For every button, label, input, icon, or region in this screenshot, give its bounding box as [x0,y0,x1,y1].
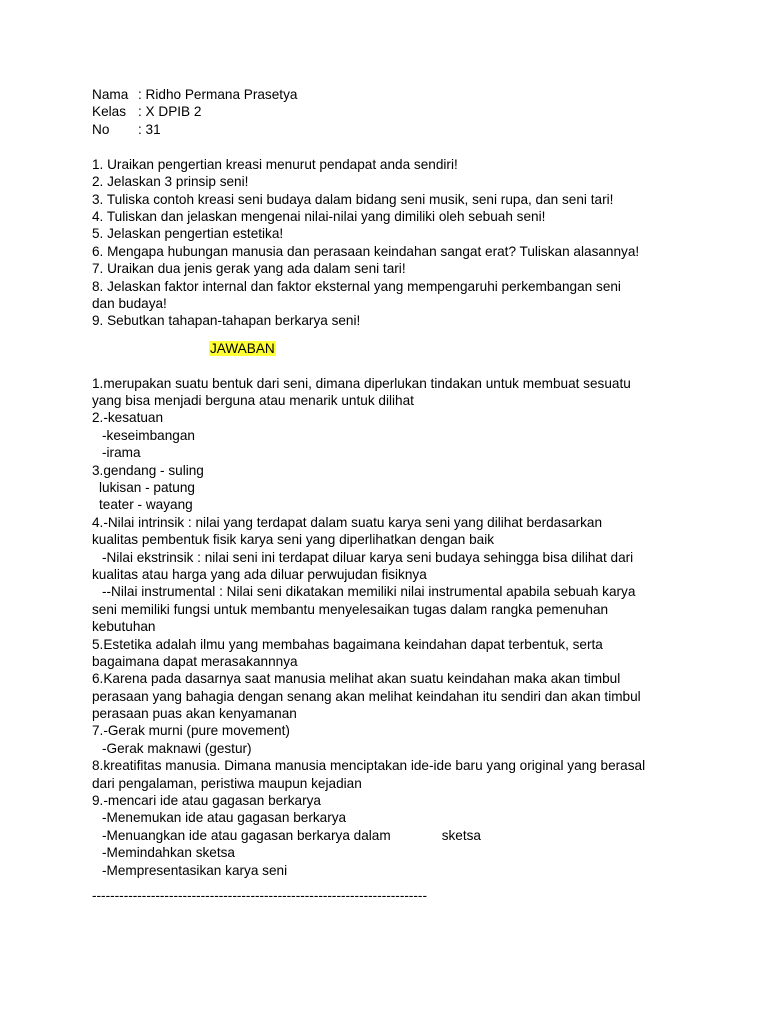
answer-4-line-3: -Nilai ekstrinsik : nilai seni ini terdapat diluar karya seni budaya sehingga bisa dilihat dari [102,549,634,565]
answer-6-line-2: perasaan yang bahagia dengan senang akan melihat keindahan itu sendiri dan akan timbul [92,688,641,704]
question-4: 4. Tuliskan dan jelaskan mengenai nilai-nilai yang dimiliki oleh sebuah seni! [92,208,546,224]
answers-list [92,375,712,879]
answer-2-line-2: -keseimbangan [102,427,195,443]
question-1: 1. Uraikan pengertian kreasi menurut pendapat anda sendiri! [92,156,458,172]
question-8: 8. Jelaskan faktor internal dan faktor eksternal yang mempengaruhi perkembangan seni [92,278,621,294]
answer-4-line-6: seni memiliki fungsi untuk membantu menyelesaikan tugas dalam rangka pemenuhan [92,601,609,617]
question-7: 7. Uraikan dua jenis gerak yang ada dalam seni tari! [92,261,406,277]
answer-6-line-1: 6.Karena pada dasarnya saat manusia melihat akan suatu keindahan maka akan timbul [92,671,621,687]
answer-9-line-3 [92,827,712,844]
answer-7-line-2: -Gerak maknawi (gestur) [102,740,252,756]
class-label: Kelas [92,104,127,120]
answer-3-line-3: teater - wayang [99,497,193,513]
answer-4-line-7: kebutuhan [92,619,156,635]
question-5: 5. Jelaskan pengertian estetika! [92,226,284,242]
answer-4-line-2: kualitas pembentuk fisik karya seni yang diperlihatkan dengan baik [92,532,495,548]
answers-heading: JAWABAN [210,340,275,356]
question-6: 6. Mengapa hubungan manusia dan perasaan keindahan sangat erat? Tuliskan alasannya! [92,243,640,259]
answer-9-line-3-sketsa: sketsa [441,827,481,843]
name-label: Nama [92,87,129,102]
answer-5-line-2: bagaimana dapat merasakannnya [92,653,298,669]
answer-4-line-5: --Nilai instrumental : Nilai seni dikatakan memiliki nilai instrumental apabila sebuah karya [102,584,636,600]
answer-8-line-1: 8.kreatifitas manusia. Dimana manusia menciptakan ide-ide baru yang original yang berasal [92,758,646,774]
divider-line: -------------------------------------------------------------------------- [92,887,427,903]
answer-3-line-1: 3.gendang - suling [92,462,204,478]
answer-9-line-3-text: -Menuangkan ide atau gagasan berkarya dalam [102,827,391,843]
answer-5-line-1: 5.Estetika adalah ilmu yang membahas bagaimana keindahan dapat terbentuk, serta [92,636,603,652]
answer-4-line-4: kualitas atau harga yang ada diluar perwujudan fisiknya [92,566,427,582]
number-label: No [92,121,110,137]
question-9: 9. Sebutkan tahapan-tahapan berkarya seni! [92,313,361,329]
answer-2-line-1: 2.-kesatuan [92,410,164,426]
question-8-continued: dan budaya! [92,295,167,311]
answer-1-line-1: 1.merupakan suatu bentuk dari seni, dimana diperlukan tindakan untuk membuat sesuatu [92,375,631,391]
answer-6-line-3: perasaan puas akan kenyamanan [92,706,297,722]
document-page [92,86,712,904]
answer-7-line-1: 7.-Gerak murni (pure movement) [92,723,290,739]
answer-4-line-1: 4.-Nilai intrinsik : nilai yang terdapat dalam suatu karya seni yang dilihat berdasarkan [92,514,603,530]
answer-1-line-2: yang bisa menjadi berguna atau menarik untuk dilihat [92,393,414,409]
questions-list [92,156,712,330]
question-2: 2. Jelaskan 3 prinsip seni! [92,174,249,190]
answer-3-line-2: lukisan - patung [99,480,195,495]
name-value: : Ridho Permana Prasetya [138,87,298,102]
answer-9-line-5: -Mempresentasikan karya seni [102,862,288,878]
name-row [92,86,712,103]
answer-2-line-3: -irama [102,445,141,461]
answer-9-line-4: -Memindahkan sketsa [102,845,235,861]
number-row [92,121,712,138]
class-value: : X DPIB 2 [138,104,202,120]
answer-9-line-2: -Menemukan ide atau gagasan berkarya [102,810,347,826]
answer-9-line-1: 9.-mencari ide atau gagasan berkarya [92,793,321,809]
answer-8-line-2: dari pengalaman, peristiwa maupun kejadian [92,775,362,791]
answers-heading-row [92,340,712,357]
class-row [92,103,712,120]
number-value: : 31 [138,121,161,137]
question-3: 3. Tuliska contoh kreasi seni budaya dalam bidang seni musik, seni rupa, dan seni tari! [92,191,614,207]
